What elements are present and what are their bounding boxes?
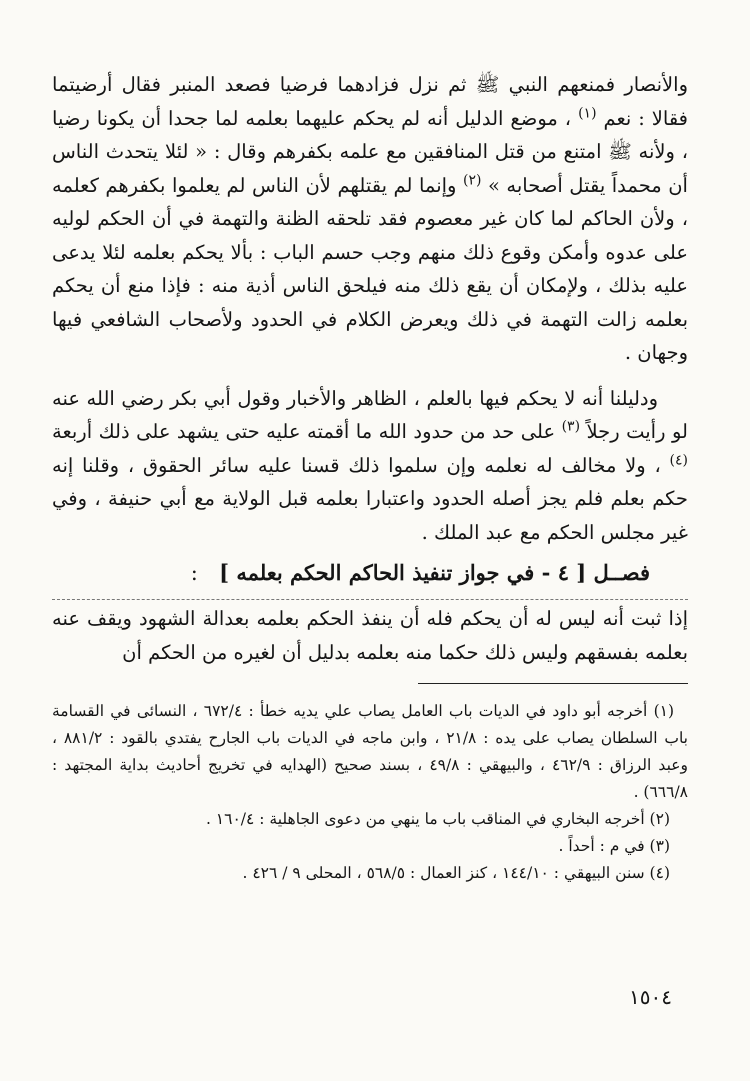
paragraph-2-part-2: على حد من حدود الله ما أقمته عليه حتى يشهد على ذلك أربعة bbox=[52, 420, 556, 443]
footnote-4: (٤) سنن البيهقي : ١٤٤/١٠ ، كنز العمال : ٥٦٨/٥ ، المحلى ٩ / ٤٢٦ . bbox=[242, 864, 670, 882]
section-title: [ ٤ - في جواز تنفيذ الحاكم الحكم بعلمه ] bbox=[219, 560, 587, 585]
footnote-ref-1: (١) bbox=[578, 105, 597, 121]
footnote-ref-3: (٣) bbox=[561, 418, 581, 435]
paragraph-1-part-3: وإنما لم يقتلهم لأن الناس لم يعلموا بكفرهم كعلمه ، ولأن الحاكم لما كان غير معصوم فقد تلحقه الظنة والتهمة في أن الحكم لوليه على عدوه وأمكن وقوع ذلك منهم وجب حسم الباب : بألا يحكم بعلمه لئلا يدعى عليه بذلك ، ولإمكان أن يقع ذلك منه فيلحق الناس أذية منه : فإذا منع أن يحكم بعلمه زالت التهمة في ذلك ويعرض الكلام في الحدود ولأصحاب الشافعي فيها وجهان . bbox=[52, 173, 688, 364]
page-number: ١٥٠٤ bbox=[629, 985, 672, 1009]
paragraph-2-part-1: ودليلنا أنه لا يحكم فيها بالعلم ، الظاهر والأخبار وقول أبي بكر رضي الله عنه لو رأيت رجلاً bbox=[52, 386, 688, 443]
footnote-3: (٣) في م : أحداً . bbox=[558, 837, 670, 855]
footnote-1: (١) أخرجه أبو داود في الديات باب العامل يصاب علي يديه خطأ : ٦٧٢/٤ ، النسائى في القسامة باب السلطان يصاب على يده : ٢١/٨ ، وابن ماجه في الديات باب الجارح يفتدي بالقود : ٨٨١/٢ ، وعبد الرزاق : ٤٦٢/٩ ، والبيهقي : ٤٩/٨ ، بسند صحيح (الهدايه في تخريج أحاديث بداية المجتهد : ٦٦٦/٨) . bbox=[52, 702, 688, 801]
paragraph-1 bbox=[52, 68, 688, 370]
footnote-ref-2: (٢) bbox=[462, 172, 482, 188]
paragraph-3: إذا ثبت أنه ليس له أن يحكم فله أن ينفذ الحكم بعلمه بعدالة الشهود ويقف عنه بعلمه بفسقهم وليس ذلك حكما منه بعلمه بدليل أن لغيره من الحكم أن bbox=[52, 607, 688, 664]
paragraph-2 bbox=[52, 382, 688, 550]
paragraph-1-part-1: والأنصار فمنعهم النبي ﷺ ثم نزل فزادهما فرضيا فصعد المنبر فقال أرضيتما فقالا : نعم bbox=[52, 73, 689, 130]
heading-divider bbox=[52, 599, 688, 669]
section-label: فصــل bbox=[593, 560, 650, 585]
section-heading bbox=[52, 555, 688, 591]
footnote-separator bbox=[418, 683, 688, 684]
footnote-ref-4: (٤) bbox=[669, 452, 689, 468]
paragraph-2-part-3: ، ولا مخالف له نعلمه وإن سلموا ذلك قسنا عليه سائر الحقوق ، وقلنا إنه حكم بعلم فلم يجز أصله الحدود واعتبارا بعلمه قبل الولاية مع أبي حنيفة ، وفي غير مجلس الحكم مع عبد الملك . bbox=[52, 453, 688, 544]
footnote-2: (٢) أخرجه البخاري في المناقب باب ما ينهي من دعوى الجاهلية : ١٦٠/٤ . bbox=[205, 810, 670, 828]
footnotes bbox=[52, 698, 688, 887]
main-text bbox=[52, 68, 688, 669]
section-colon: : bbox=[190, 561, 198, 585]
paragraph-1-part-2: ، موضع الدليل أنه لم يحكم عليهما بعلمه لما جحدا أن يكونا رضيا ، ولأنه ﷺ امتنع من قتل المنافقين مع علمه بكفرهم وقال : « لئلا يتحدث الناس أن محمداً يقتل أصحابه » bbox=[52, 106, 688, 197]
